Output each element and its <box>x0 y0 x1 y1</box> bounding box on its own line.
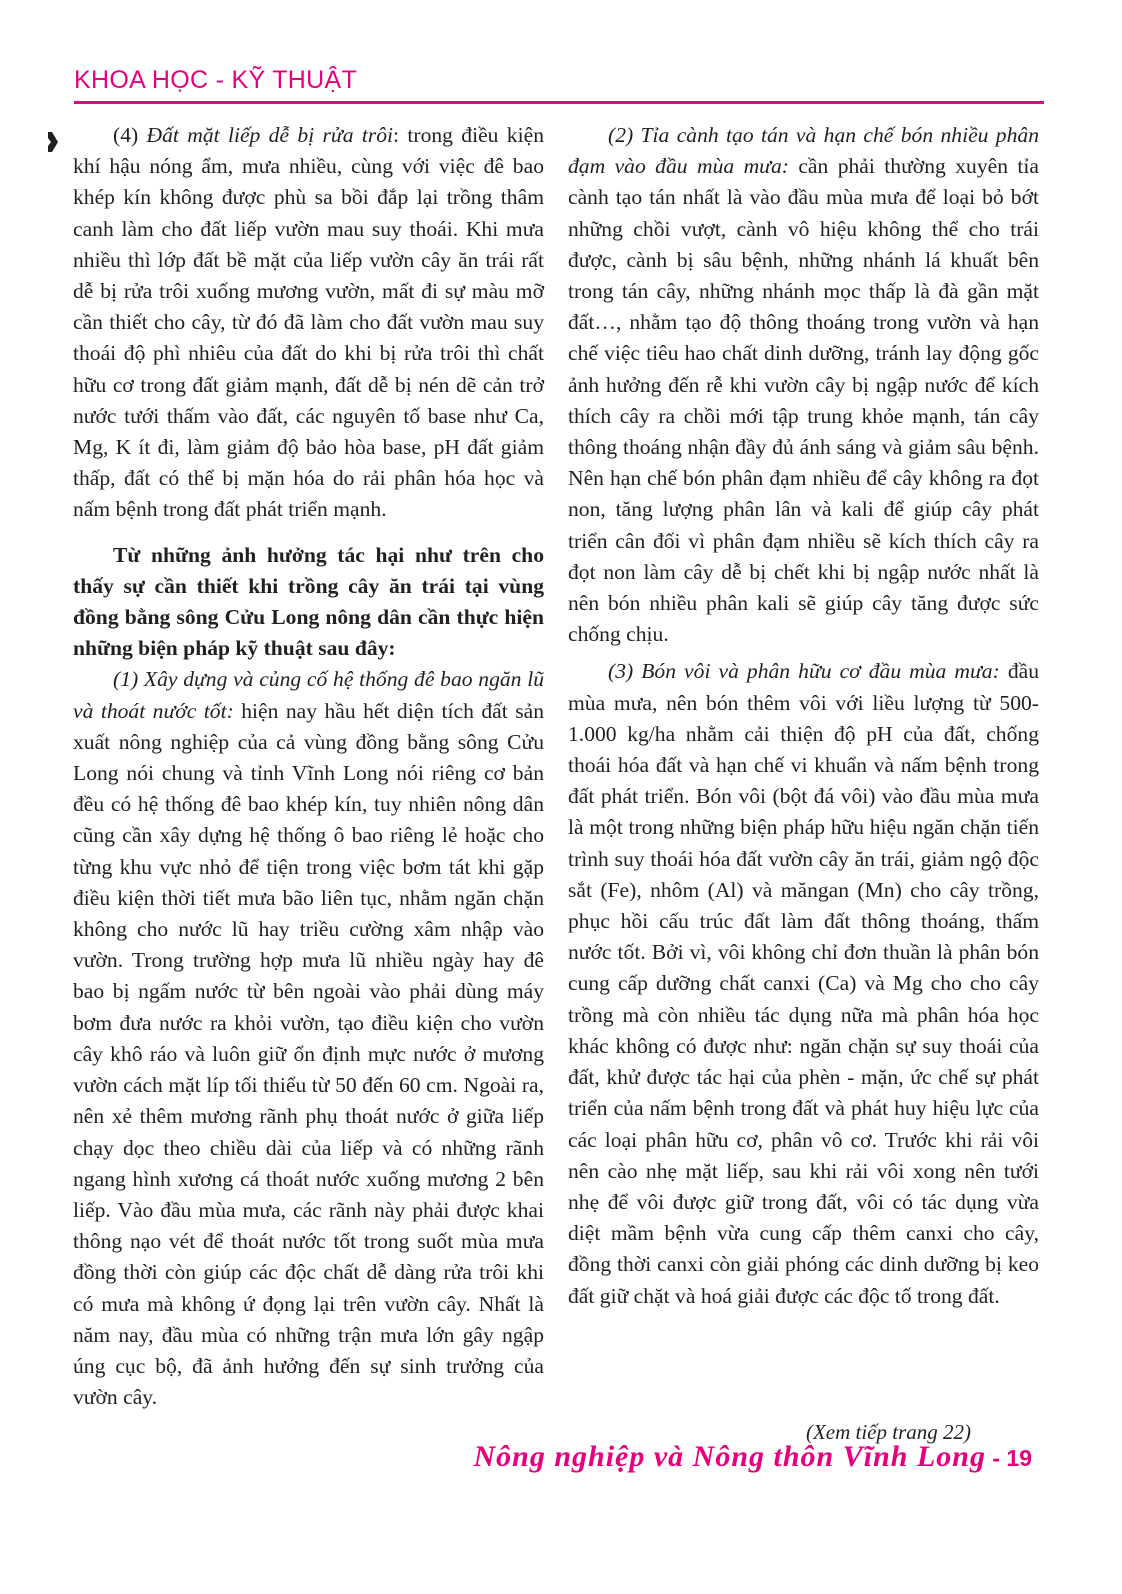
paragraph-pruning <box>568 120 1039 650</box>
paragraph-title: (3) Bón vôi và phân hữu cơ đầu mùa mưa: <box>608 659 1000 684</box>
paragraph-body: cần phải thường xuyên tỉa cành tạo tán nhất là vào đầu mùa mưa để loại bỏ bớt những chồi vượt, cành vô hiệu không thể cho trái được, cành bị sâu bệnh, những nhánh lá khuất bên trong tán cây, những nhánh mọc thấp là đà gần mặt đất…, nhằm tạo độ thông thoáng trong vườn và hạn chế việc tiêu hao chất dinh dưỡng, tránh lay động gốc ảnh hưởng đến rễ khi vườn cây bị ngập nước để kích thích cây ra chồi mới tập trung khỏe mạnh, tán cây thông thoáng nhận đầy đủ ánh sáng và giảm sâu bệnh. Nên hạn chế bón phân đạm nhiều để cây không ra đọt non, tăng lượng phân lân và kali để giúp cây phát triển cân đối vì phân đạm nhiều sẽ kích thích cây ra đọt non làm cây dễ bị chết khi bị ngập nước nhất là nên bón nhiều phân kali sẽ giúp cây tăng được sức chống chịu. <box>568 154 1039 647</box>
paragraph-title: (2) Tỉa cành tạo tán và hạn chế bón nhiều phân đạm vào đầu mùa mưa: <box>568 123 1039 179</box>
right-column <box>568 120 1039 1312</box>
left-column <box>73 120 544 1413</box>
paragraph-title: Đất mặt liếp dễ bị rửa trôi <box>146 123 394 147</box>
paragraph-title: (1) Xây dựng và củng cố hệ thống đê bao ngăn lũ và thoát nước tốt: <box>73 667 544 723</box>
paragraph-body: hiện nay hầu hết diện tích đất sản xuất nông nghiệp của cả vùng đồng bằng sông Cửu Long nói chung và tỉnh Vĩnh Long nói riêng cơ bản đều có hệ thống đê bao khép kín, tuy nhiên nông dân cũng cần xây dựng hệ thống ô bao riêng lẻ hoặc cho từng khu vực nhỏ để tiện trong việc bơm tát khi gặp điều kiện thời tiết mưa bão liên tục, nhằm ngăn chặn không cho nước lũ hay triều cường xâm nhập vào vườn. Trong trường hợp mưa lũ nhiều ngày hay đê bao bị ngấm nước từ bên ngoài vào phải dùng máy bơm đưa nước ra khỏi vườn, tạo điều kiện cho vườn cây khô ráo và luôn giữ ổn định mực nước ở mương vườn cách mặt líp tối thiểu từ 50 đến 60 cm. Ngoài ra, nên xẻ thêm mương rãnh phụ thoát nước ở giữa liếp chạy dọc theo chiều dài của liếp và có những rãnh ngang hình xương cá thoát nước xuống mương 2 bên liếp. Vào đầu mùa mưa, các rãnh này phải được khai thông nạo vét để thoát nước tốt trong suốt mùa mưa đồng thời còn giúp các độc chất dễ dàng rửa trôi khi có mưa mà không ứ đọng lại trên vườn cây. Nhất là năm nay, đầu mùa có những trận mưa lớn gây ngập úng cục bộ, đã ảnh hưởng đến sự sinh trưởng của vườn cây. <box>73 698 544 1410</box>
header-rule <box>74 101 1044 104</box>
paragraph-eroded-topsoil <box>73 120 544 526</box>
publication-name: Nông nghiệp và Nông thôn Vĩnh Long <box>473 1440 986 1473</box>
paragraph-dike-system <box>73 664 544 1413</box>
page-footer <box>473 1440 1032 1474</box>
section-header: KHOA HỌC - KỸ THUẬT <box>74 66 358 94</box>
item-number: (4) <box>113 123 147 147</box>
bold-intro: Từ những ảnh hưởng tác hại như trên cho thấy sự cần thiết khi trồng cây ăn trái tại vùng đồng bằng sông Cửu Long nông dân cần thực hiện những biện pháp kỹ thuật sau đây: <box>73 542 544 661</box>
footer-separator: - <box>985 1445 1007 1471</box>
paragraph-lime-fertilizer <box>568 656 1039 1311</box>
section-marker-icon <box>47 131 59 153</box>
paragraph-body: : trong điều kiện khí hậu nóng ẩm, mưa nhiều, cùng với việc đê bao khép kín không được phù sa bồi đắp lại trồng thâm canh làm cho đất liếp vườn mau suy thoái. Khi mưa nhiều thì lớp đất bề mặt của liếp vườn cây ăn trái rất dễ bị rửa trôi xuống mương vườn, mất đi sự màu mỡ cần thiết cho cây, từ đó đã làm cho đất vườn mau suy thoái độ phì nhiêu của đất do khi bị rửa trôi thì chất hữu cơ trong đất giảm mạnh, đất dễ bị nén dẽ cản trở nước tưới thấm vào đất, các nguyên tố base như Ca, Mg, K ít đi, làm giảm độ bảo hòa base, pH đất giảm thấp, đất có thể bị mặn hóa do rải phân hóa học và nấm bệnh trong đất phát triển mạnh. <box>73 123 544 522</box>
page-number: 19 <box>1006 1445 1032 1471</box>
paragraph-body: đầu mùa mưa, nên bón thêm vôi với liều lượng từ 500-1.000 kg/ha nhằm cải thiện độ pH của đất, chống thoái hóa đất và hạn chế vi khuẩn và nấm bệnh trong đất phát triển. Bón vôi (bột đá vôi) vào đầu mùa mưa là một trong những biện pháp hữu hiệu ngăn chặn tiến trình suy thoái hóa đất vườn cây ăn trái, giảm ngộ độc sắt (Fe), nhôm (Al) và măngan (Mn) cho cây trồng, phục hồi cấu trúc đất làm đất thông thoáng, thấm nước tốt. Bởi vì, vôi không chỉ đơn thuần là phân bón cung cấp dưỡng chất canxi (Ca) và Mg cho cho cây trồng mà còn nhiều tác dụng nữa mà phân hóa học khác không có được như: ngăn chặn sự suy thoái của đất, khử được tác hại của phèn - mặn, ức chế sự phát triển của nấm bệnh trong đất và phát huy hiệu lực của các loại phân hữu cơ, phân vô cơ. Trước khi rải vôi nên cào nhẹ mặt liếp, sau khi rải vôi xong nên tưới nhẹ để vôi được giữ trong đất, vôi có tác dụng vừa diệt mầm bệnh vừa cung cấp thêm canxi cho cây, đồng thời canxi còn giải phóng các dinh dưỡng bị keo đất giữ chặt và hoá giải được các độc tố trong đất. <box>568 659 1040 1308</box>
continue-note: (Xem tiếp trang 22) <box>805 1420 971 1444</box>
